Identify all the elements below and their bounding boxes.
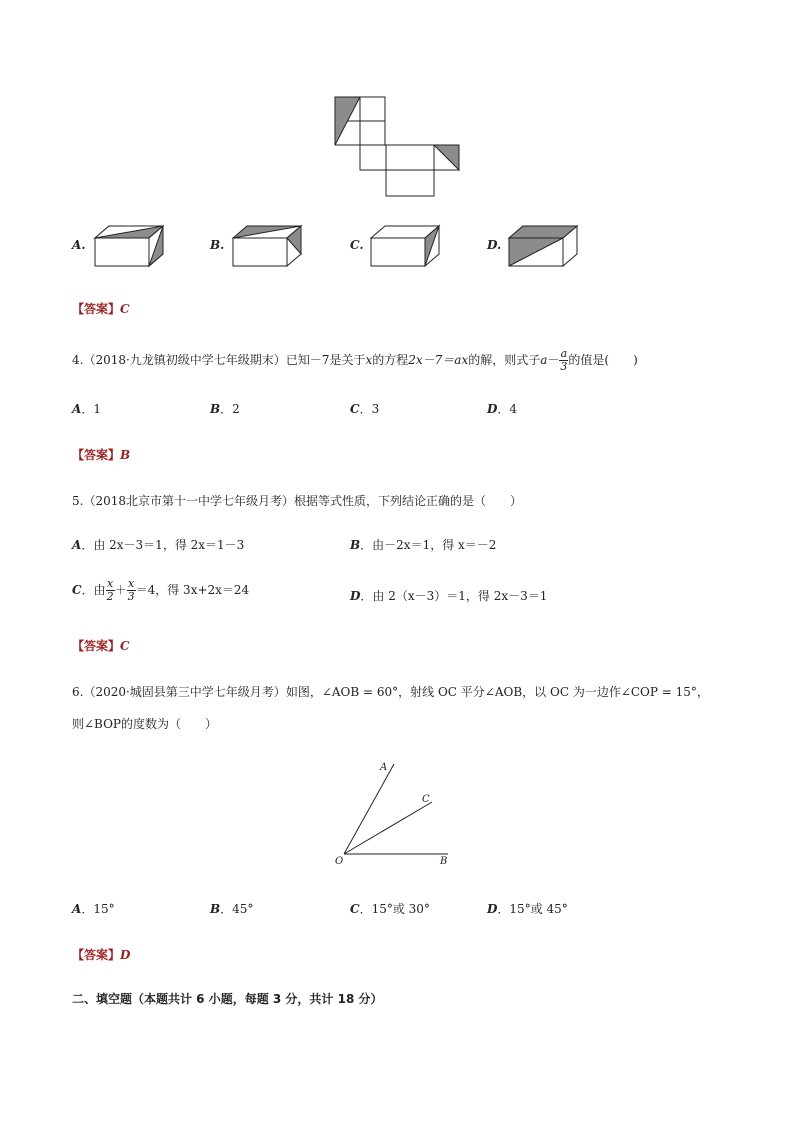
- q5-answer: 【答案】C: [72, 639, 130, 653]
- q3-option-a-label: A.: [72, 238, 86, 252]
- q3-option-d-label: D.: [487, 238, 502, 252]
- q3-option-b-box[interactable]: [230, 224, 304, 270]
- q3-option-c-box[interactable]: [368, 224, 442, 270]
- q5-fraction-2: $\frac{x}{3}$: [127, 577, 135, 603]
- q3-option-b-label: B.: [210, 238, 225, 252]
- q3-answer: 【答案】C: [72, 302, 130, 316]
- q6-option-b[interactable]: B．45°: [210, 902, 254, 916]
- q4-number: 4.: [72, 353, 84, 367]
- q4-option-a[interactable]: A．1: [72, 402, 101, 416]
- q3-option-d-box[interactable]: [506, 224, 582, 270]
- q5-source: （2018北京市第十一中学七年级月考）: [83, 494, 294, 508]
- q4-option-c[interactable]: C．3: [350, 402, 380, 416]
- q5-stem: 5.（2018北京市第十一中学七年级月考）根据等式性质，下列结论正确的是（ ）: [72, 494, 523, 508]
- q6-option-d[interactable]: D．15°或 45°: [487, 902, 568, 916]
- q6-stem-line1: 6.（2020·城固县第三中学七年级月考）如图，∠AOB = 60°，射线 OC 平分∠AOB，以 OC 为一边作∠COP = 15°，: [72, 685, 709, 699]
- q6-option-c[interactable]: C．15°或 30°: [350, 902, 430, 916]
- q5-option-b[interactable]: B．由－2x＝1，得 x＝－2: [350, 538, 497, 552]
- q5-option-c[interactable]: C．由 $\frac{x}{2}$ ＋ $\frac{x}{3}$ ＝4，得 3x+2x＝24: [72, 577, 250, 603]
- q6-source: （2020·城固县第三中学七年级月考）: [83, 685, 286, 699]
- q3-option-a-box[interactable]: [92, 224, 166, 270]
- point-c-label: C: [422, 794, 430, 805]
- q4-fraction: $\frac{a}{3}$: [560, 347, 568, 373]
- q4-stem: 4.（2018·九龙镇初级中学七年级期末）已知－7是关于x的方程2x－7＝ax的解，则式子a－ $\frac{a}{3}$ 的值是( ): [72, 347, 638, 373]
- q5-number: 5.: [72, 494, 84, 508]
- q4-option-b[interactable]: B．2: [210, 402, 240, 416]
- q4-source: （2018·九龙镇初级中学七年级期末）: [83, 353, 286, 367]
- q5-option-d[interactable]: D．由 2（x－3）＝1，得 2x－3＝1: [350, 589, 548, 603]
- section-2-heading: 二、填空题（本题共计 6 小题，每题 3 分，共计 18 分）: [72, 992, 383, 1006]
- q6-number: 6.: [72, 685, 84, 699]
- q6-option-a[interactable]: A．15°: [72, 902, 115, 916]
- q6-answer: 【答案】D: [72, 948, 131, 962]
- point-a-label: A: [380, 762, 388, 773]
- q4-answer: 【答案】B: [72, 448, 131, 462]
- q3-option-c-label: C.: [350, 238, 364, 252]
- angle-figure: [330, 758, 460, 868]
- q6-stem-line2: 则∠BOP的度数为（ ）: [72, 717, 218, 731]
- q4-option-d[interactable]: D．4: [487, 402, 518, 416]
- point-o-label: O: [335, 856, 344, 867]
- cube-net-figure: [334, 96, 462, 198]
- point-b-label: B: [440, 856, 448, 867]
- q5-option-a[interactable]: A．由 2x－3＝1，得 2x＝1－3: [72, 538, 245, 552]
- q5-fraction-1: $\frac{x}{2}$: [106, 577, 114, 603]
